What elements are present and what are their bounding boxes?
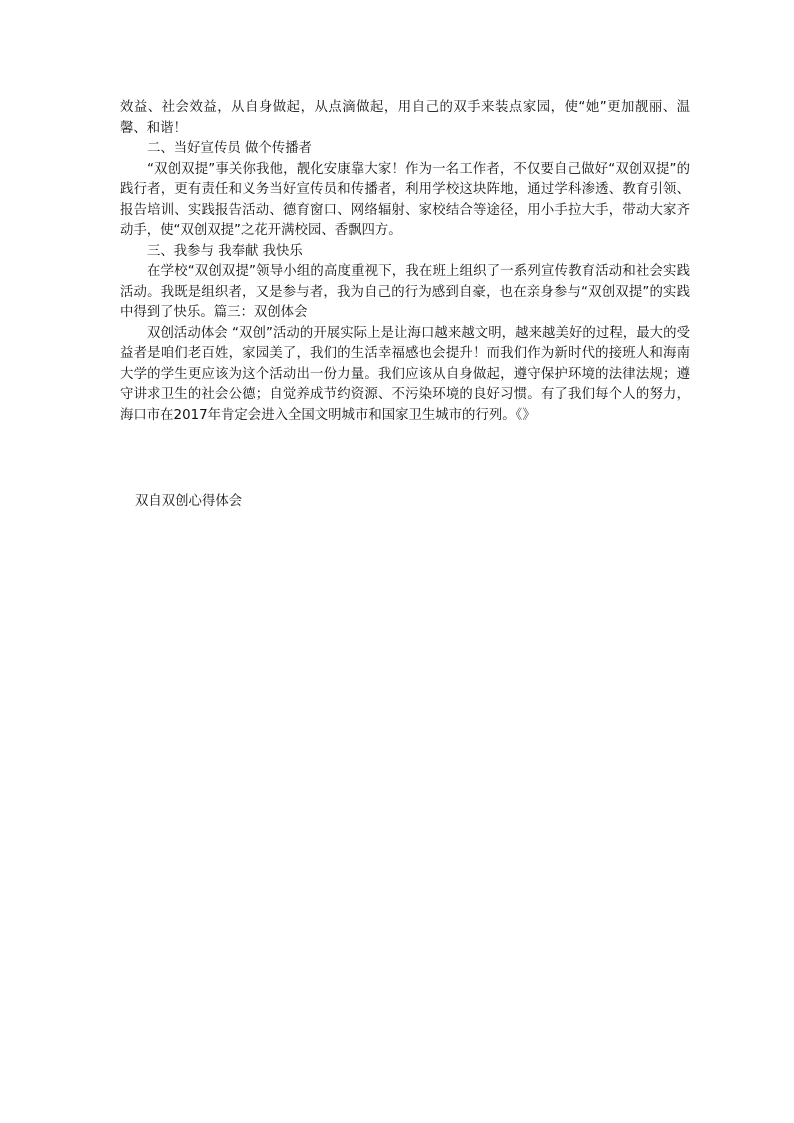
paragraph-3: 在学校“双创双提”领导小组的高度重视下，我在班上组织了一系列宣传教育活动和社会实践活动。我既是组织者，又是参与者，我为自己的行为感到自豪，也在亲身参与“双创双提”的实践中得到了快乐。篇三：双创体会	[120, 264, 690, 320]
section-heading-3: 三、我参与 我奉献 我快乐	[147, 243, 303, 259]
paragraph-4: 双创活动体会 “双创”活动的开展实际上是让海口越来越文明，越来越美好的过程，最大的受益者是咱们老百姓，家园美了，我们的生活幸福感也会提升！而我们作为新时代的接班人和海南大学的学生更应该为这个活动出一份力量。我们应该从自身做起，遵守保护环境的法律法规；遵守讲求卫生的社会公德；自觉养成节约资源、不污染环境的良好习惯。有了我们每个人的努力，海口市在2017年肯定会进入全国文明城市和国家卫生城市的行列。《》	[120, 325, 690, 423]
paragraph-1: 效益、社会效益，从自身做起，从点滴做起，用自己的双手来装点家园，使“她”更加靓丽、温馨、和谐！	[120, 100, 690, 136]
document-body	[120, 98, 690, 426]
paragraph-2: “双创双提”事关你我他，靓化安康靠大家！作为一名工作者，不仅要自己做好“双创双提”的践行者，更有责任和义务当好宣传员和传播者，利用学校这块阵地，通过学科渗透、教育引领、报告培训、实践报告活动、德育窗口、网络辐射、家校结合等途径，用小手拉大手，带动大家齐动手，使“双创双提”之花开满校园、香飘四方。	[120, 161, 690, 238]
section-heading-2: 二、当好宣传员 做个传播者	[147, 141, 312, 156]
document-footer-title: 双自双创心得体会	[135, 494, 243, 509]
